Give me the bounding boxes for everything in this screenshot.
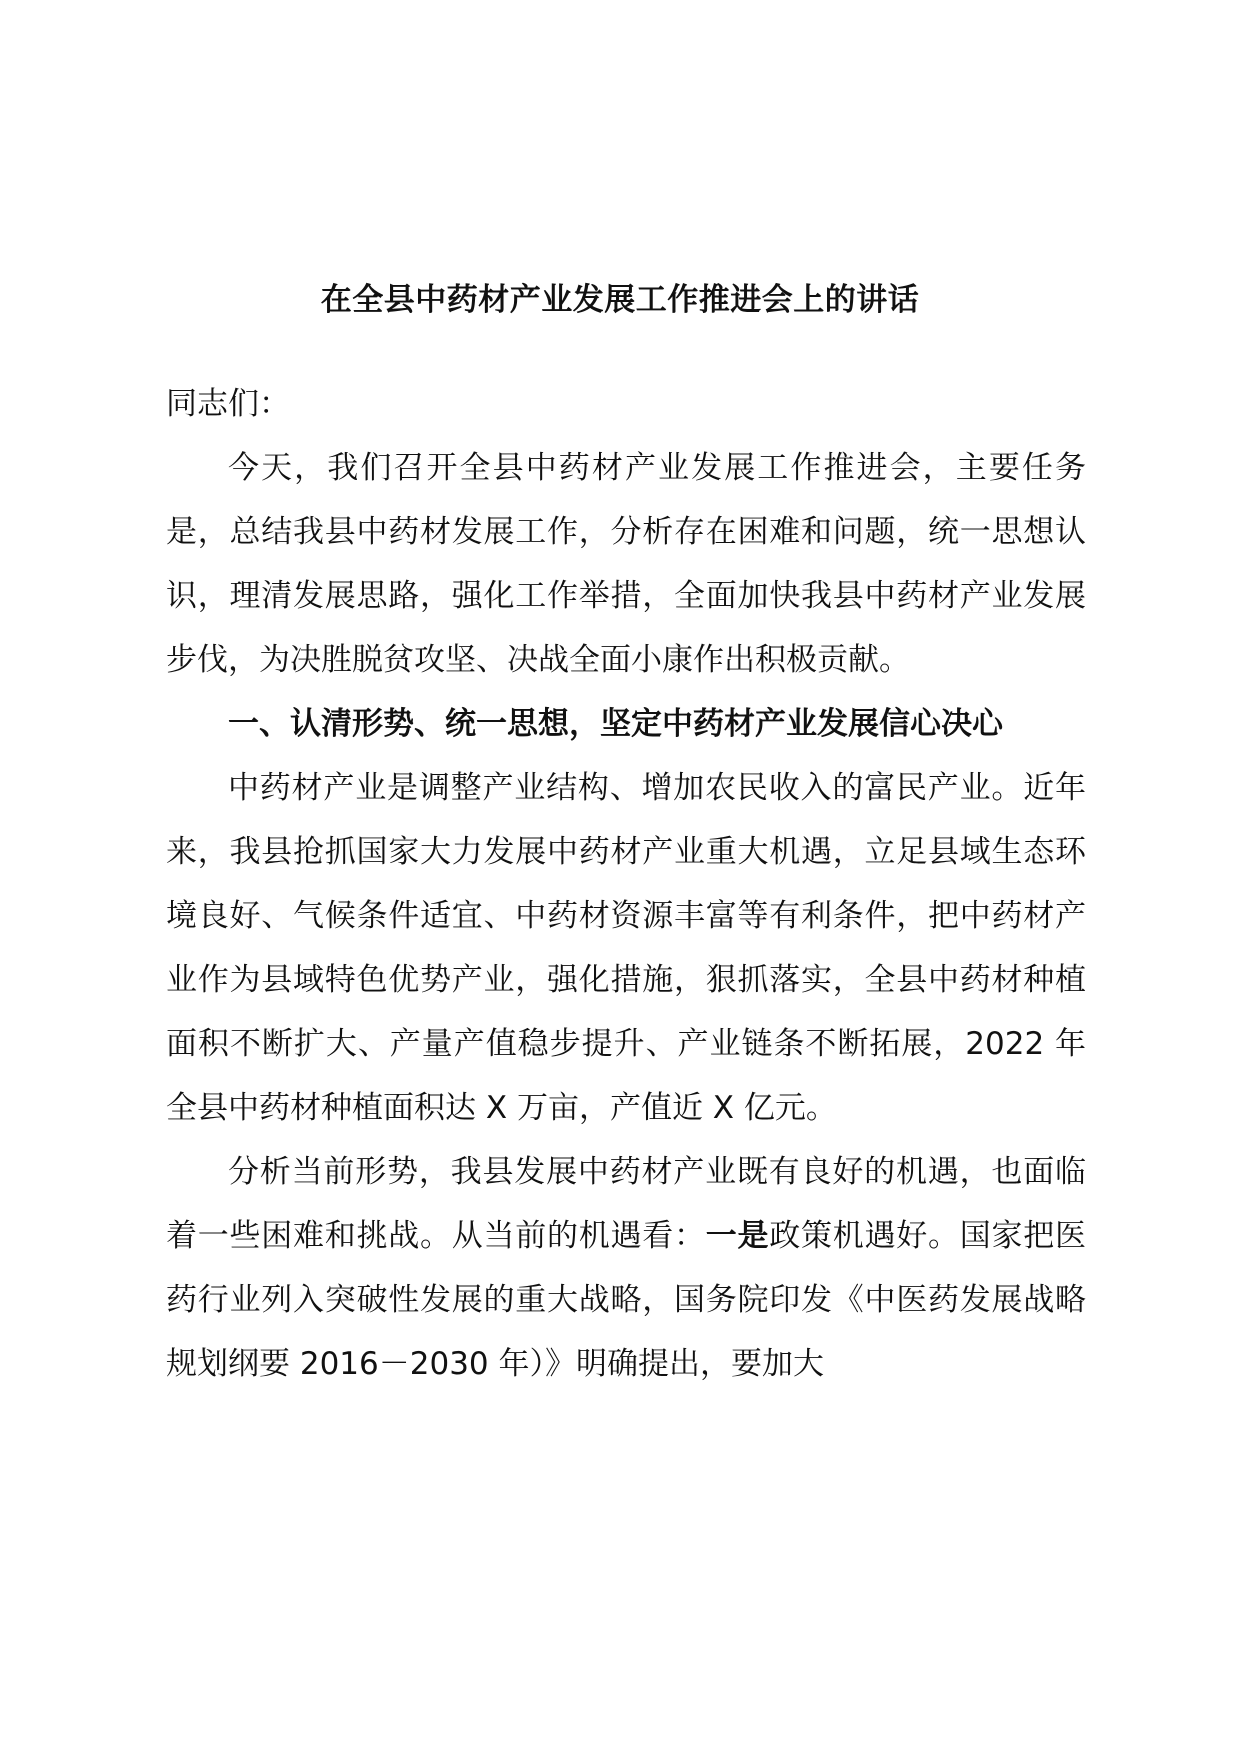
paragraph-intro: 今天，我们召开全县中药材产业发展工作推进会，主要任务是，总结我县中药材发展工作，分析存在困难和问题，统一思想认识，理清发展思路，强化工作举措，全面加快我县中药材产业发展步伐，为决胜脱贫攻坚、决战全面小康作出积极贡献。 [166,450,1086,678]
document-title: 在全县中药材产业发展工作推进会上的讲话 [320,282,920,318]
paragraph-achievements: 中药材产业是调整产业结构、增加农民收入的富民产业。近年来，我县抢抓国家大力发展中药材产业重大机遇，立足县域生态环境良好、气候条件适宜、中药材资源丰富等有利条件，把中药材产业作为县域特色优势产业，强化措施，狠抓落实，全县中药材种植面积不断扩大、产量产值稳步提升、产业链条不断拓展，2022 年全县中药材种植面积达 X 万亩，产值近 X 亿元。 [166,770,1086,1126]
paragraph-situation-text-2: 政策机遇好。国家把医药行业列入突破性发展的重大战略，国务院印发《中医药发展战略规划纲要 2016－2030 年）》明确提出，要加大 [166,1218,1086,1382]
paragraph-situation [166,1140,1086,1396]
document-body [166,372,1086,1396]
paragraph-situation-bold: 一是 [705,1218,770,1254]
section-heading-1: 一、认清形势、统一思想，坚定中药材产业发展信心决心 [228,706,1003,742]
salutation: 同志们： [166,386,290,422]
paragraph-situation-text-1: 分析当前形势，我县发展中药材产业既有良好的机遇，也面临着一些困难和挑战。从当前的机遇看： [166,1154,1086,1254]
